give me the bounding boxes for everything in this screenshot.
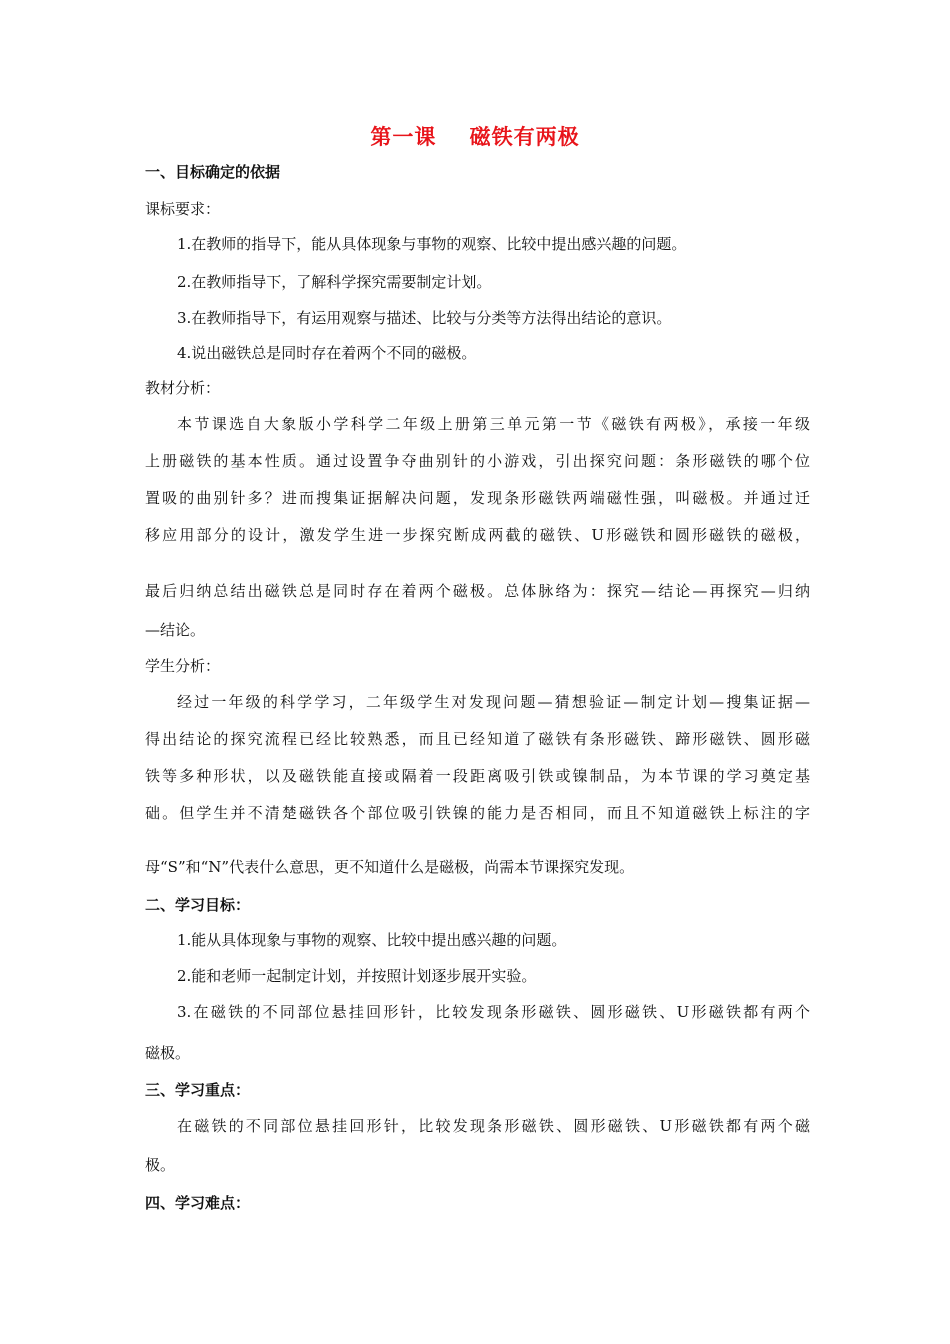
textbook-analysis-line: 置吸的曲别针多？进而搜集证据解决问题，发现条形磁铁两端磁性强，叫磁极。并通过迁 <box>145 489 810 507</box>
student-analysis-line: 础。但学生并不清楚磁铁各个部位吸引铁镍的能力是否相同，而且不知道磁铁上标注的字 <box>145 804 810 822</box>
student-analysis-line: 母“S”和“N”代表什么意思，更不知道什么是磁极，尚需本节课探究发现。 <box>145 858 635 876</box>
standard-item-4: 4.说出磁铁总是同时存在着两个不同的磁极。 <box>177 344 477 362</box>
student-analysis-label: 学生分析： <box>145 657 221 675</box>
objective-item-3-cont: 磁极。 <box>145 1044 191 1062</box>
standard-item-2: 2.在教师指导下，了解科学探究需要制定计划。 <box>177 273 492 291</box>
textbook-analysis-line: —结论。 <box>145 621 206 639</box>
objective-item-2: 2.能和老师一起制定计划，并按照计划逐步展开实验。 <box>177 967 537 985</box>
student-analysis-line: 经过一年级的科学学习，二年级学生对发现问题—猜想验证—制定计划—搜集证据— <box>177 693 810 711</box>
textbook-analysis-line: 本节课选自大象版小学科学二年级上册第三单元第一节《磁铁有两极》，承接一年级 <box>177 415 810 433</box>
standard-item-1: 1.在教师的指导下，能从具体现象与事物的观察、比较中提出感兴趣的问题。 <box>177 235 687 253</box>
standards-label: 课标要求： <box>145 200 221 218</box>
section-heading-basis: 一、目标确定的依据 <box>145 163 281 181</box>
textbook-analysis-label: 教材分析： <box>145 379 221 397</box>
textbook-analysis-line: 移应用部分的设计，激发学生进一步探究断成两截的磁铁、U形磁铁和圆形磁铁的磁极， <box>145 526 810 544</box>
section-heading-difficulties: 四、学习难点： <box>145 1194 251 1212</box>
student-analysis-line: 得出结论的探究流程已经比较熟悉，而且已经知道了磁铁有条形磁铁、蹄形磁铁、圆形磁 <box>145 730 810 748</box>
section-heading-objectives: 二、学习目标： <box>145 896 251 914</box>
textbook-analysis-line: 最后归纳总结出磁铁总是同时存在着两个磁极。总体脉络为：探究—结论—再探究—归纳 <box>145 582 810 600</box>
objective-item-3: 3.在磁铁的不同部位悬挂回形针，比较发现条形磁铁、圆形磁铁、U形磁铁都有两个 <box>177 1003 810 1021</box>
page-title: 第一课 磁铁有两极 <box>370 125 580 149</box>
section-heading-key-points: 三、学习重点： <box>145 1081 251 1099</box>
objective-item-1: 1.能从具体现象与事物的观察、比较中提出感兴趣的问题。 <box>177 931 567 949</box>
standard-item-3: 3.在教师指导下，有运用观察与描述、比较与分类等方法得出结论的意识。 <box>177 309 672 327</box>
key-points-line: 在磁铁的不同部位悬挂回形针，比较发现条形磁铁、圆形磁铁、U形磁铁都有两个磁 <box>177 1117 810 1135</box>
student-analysis-line: 铁等多种形状，以及磁铁能直接或隔着一段距离吸引铁或镍制品，为本节课的学习奠定基 <box>145 767 810 785</box>
textbook-analysis-line: 上册磁铁的基本性质。通过设置争夺曲别针的小游戏，引出探究问题：条形磁铁的哪个位 <box>145 452 810 470</box>
key-points-line: 极。 <box>145 1156 176 1174</box>
